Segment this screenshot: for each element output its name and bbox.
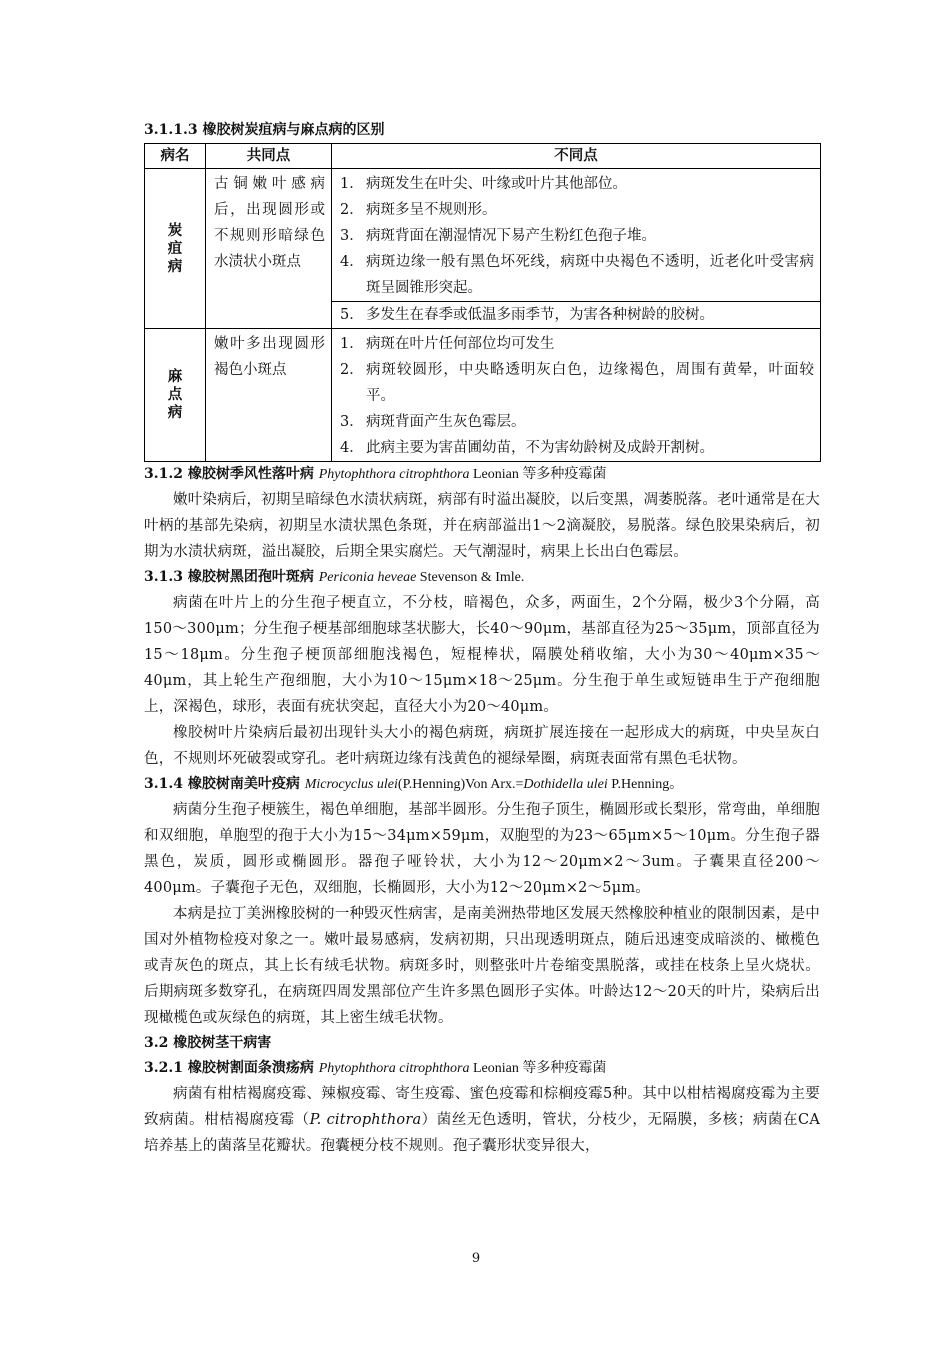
differences-anthracnose <box>332 169 821 329</box>
header-common-points: 共同点 <box>206 144 332 169</box>
section-3-1-3-heading: 3.1.3 橡胶树黑团孢叶斑病 Periconia heveae Stevenson & Imle. <box>144 569 525 585</box>
page-content <box>144 118 820 1159</box>
page-number: 9 <box>471 1251 481 1266</box>
difference-item: 3． 病斑背面产生灰色霉层。 <box>340 414 526 430</box>
difference-item: 4． 病斑边缘一般有黑色坏死线，病斑中央褐色不透明，近老化叶受害病斑呈圆锥形突起。 <box>340 254 814 296</box>
comparison-table <box>144 143 821 462</box>
table-header-row <box>145 144 821 169</box>
section-3-1-3-paragraph-1: 病菌在叶片上的分生孢子梗直立，不分枝，暗褐色，众多，两面生，2个分隔，极少3个分隔，高150～300μm；分生孢子梗基部细胞球茎状膨大，长40～90μm，基部直径为25～35μm，顶部直径为15～18μm。分生孢子梗顶部细胞浅褐色，短棍棒状，隔膜处稍收缩，大小为30～40μm×35～40μm，其上轮生产孢细胞，大小为10～15μm×18～25μm。分生孢于单生或短链串生于产孢细胞上，深褐色，球形，表面有疣状突起，直径大小为20～40μm。 <box>144 595 820 715</box>
section-3-1-1-3-heading: 3.1.1.3 橡胶树炭疽病与麻点病的区别 <box>144 122 385 138</box>
difference-item: 4． 此病主要为害苗圃幼苗，不为害幼龄树及成龄开割树。 <box>340 440 714 456</box>
common-points-leaf-spot: 嫩叶多出现圆形褐色小斑点 <box>206 329 332 462</box>
difference-item: 5． 多发生在春季或低温多雨季节，为害各种树龄的胶树。 <box>332 301 820 328</box>
difference-item: 2． 病斑多呈不规则形。 <box>340 202 497 218</box>
section-3-1-4-paragraph-1: 病菌分生孢子梗簇生，褐色单细胞，基部半圆形。分生孢子顶生，椭圆形或长梨形，常弯曲，单细胞和双细胞，单胞型的孢于大小为15～34μm×59μm，双胞型的为23～65μm×5～10μm。分生孢子器黑色，炭质，圆形或椭圆形。器孢子哑铃状，大小为12～20μm×2～3um。子囊果直径200～400μm。子囊孢子无色，双细胞，长椭圆形，大小为12～20μm×2～5μm。 <box>144 802 820 896</box>
section-3-2-1-heading: 3.2.1 橡胶树割面条溃疡病 Phytophthora citrophthora Leonian 等多种疫霉菌 <box>144 1060 607 1076</box>
section-3-1-4-heading: 3.1.4 橡胶树南美叶疫病 Microcyclus ulei(P.Henning)Von Arx.=Dothidella ulei P.Henning。 <box>144 776 684 792</box>
header-disease-name: 病名 <box>145 144 206 169</box>
difference-item: 2． 病斑较圆形，中央略透明灰白色，边缘褐色，周围有黄晕，叶面较平。 <box>340 362 814 404</box>
disease-name-leaf-spot: 麻点病 <box>145 329 206 462</box>
table-row-anthracnose <box>145 169 821 329</box>
section-3-1-2-heading: 3.1.2 橡胶树季风性落叶病 Phytophthora citrophthora Leonian 等多种疫霉菌 <box>144 466 607 482</box>
disease-name-anthracnose: 炭疽病 <box>145 169 206 329</box>
section-3-2-1-paragraph: 病菌有柑桔褐腐疫霉、辣椒疫霉、寄生疫霉、蜜色疫霉和棕榈疫霉5种。其中以柑桔褐腐疫霉为主要致病菌。柑桔褐腐疫霉（P. citrophthora）菌丝无色透明，管状，分枝少，无隔膜，多核；病菌在CA培养基上的菌落呈花瓣状。孢囊梗分枝不规则。孢子囊形状变异很大， <box>144 1086 820 1154</box>
difference-item: 1． 病斑发生在叶尖、叶缘或叶片其他部位。 <box>340 176 627 192</box>
difference-item: 3． 病斑背面在潮湿情况下易产生粉红色孢子堆。 <box>340 228 656 244</box>
section-3-1-4-paragraph-2: 本病是拉丁美洲橡胶树的一种毁灭性病害，是南美洲热带地区发展天然橡胶种植业的限制因素，是中国对外植物检疫对象之一。嫩叶最易感病，发病初期，只出现透明斑点，随后迅速变成暗淡的、橄榄色或青灰色的斑点，其上长有绒毛状物。病斑多时，则整张叶片卷缩变黑脱落，或挂在枝条上呈火烧状。后期病斑多数穿孔，在病斑四周发黑部位产生许多黑色圆形子实体。叶龄达12～20天的叶片，染病后出现橄榄色或灰绿色的病斑，其上密生绒毛状物。 <box>144 906 820 1026</box>
section-3-1-2-paragraph: 嫩叶染病后，初期呈暗绿色水渍状病斑，病部有时溢出凝胶，以后变黑，凋萎脱落。老叶通常是在大叶柄的基部先染病，初期呈水渍状黑色条斑，并在病部溢出1～2滴凝胶，易脱落。绿色胶果染病后，初期为水渍状病斑，溢出凝胶，后期全果实腐烂。天气潮湿时，病果上长出白色霉层。 <box>144 492 820 560</box>
common-points-anthracnose: 古铜嫩叶感病后，出现圆形或不规则形暗绿色水渍状小斑点 <box>206 169 332 329</box>
header-differences: 不同点 <box>332 144 821 169</box>
difference-item: 1． 病斑在叶片任何部位均可发生 <box>340 336 555 352</box>
section-3-2-heading: 3.2 橡胶树茎干病害 <box>144 1035 272 1051</box>
table-row-leaf-spot <box>145 329 821 462</box>
differences-leaf-spot <box>332 329 821 462</box>
section-3-1-3-paragraph-2: 橡胶树叶片染病后最初出现针头大小的褐色病斑，病斑扩展连接在一起形成大的病斑，中央呈灰白色，不规则坏死破裂或穿孔。老叶病斑边缘有浅黄色的褪绿晕圈，病斑表面常有黑色毛状物。 <box>144 725 820 767</box>
